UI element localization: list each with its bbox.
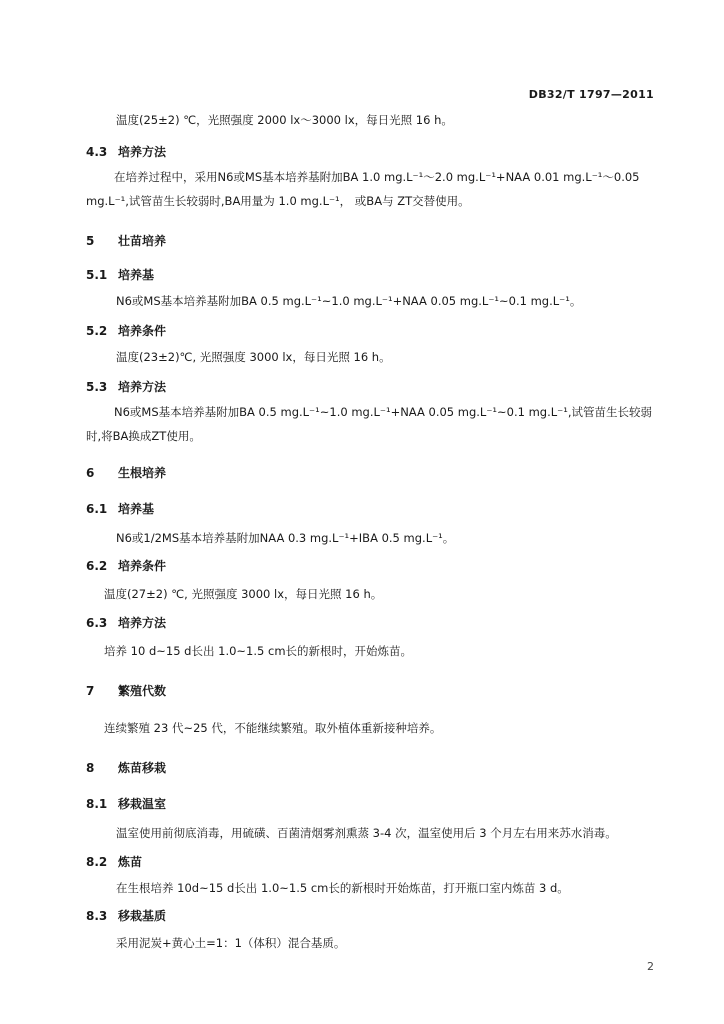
paragraph-8-1: 温室使用前彻底消毒，用硫磺、百菌清烟雾剂熏蒸 3-4 次，温室使用后 3 个月左右用来苏水消毒。 [116, 826, 617, 840]
paragraph-5-2: 温度(23±2)℃, 光照强度 3000 lx，每日光照 16 h。 [116, 350, 391, 364]
section-6-2-heading [86, 557, 166, 574]
section-title: 移栽温室 [118, 797, 167, 811]
paragraph-6-2: 温度(27±2) ℃, 光照强度 3000 lx，每日光照 16 h。 [104, 587, 383, 601]
section-number: 8.2 [86, 855, 108, 869]
section-6-heading [86, 464, 166, 481]
section-title: 培养方法 [118, 145, 167, 159]
paragraph-8-3: 采用泥炭+黄心土=1：1（体积）混合基质。 [116, 936, 346, 950]
section-title: 移栽基质 [118, 909, 167, 923]
section-number: 5 [86, 234, 95, 248]
paragraph-8-2: 在生根培养 10d~15 d长出 1.0~1.5 cm长的新根时开始炼苗，打开瓶口室内炼苗 3 d。 [116, 881, 569, 895]
section-number: 8.1 [86, 797, 108, 811]
section-5-3-heading [86, 378, 166, 395]
section-title: 培养条件 [118, 324, 167, 338]
section-number: 5.3 [86, 380, 108, 394]
section-8-heading [86, 759, 166, 776]
section-6-3-heading [86, 614, 166, 631]
section-number: 8.3 [86, 909, 108, 923]
paragraph-7: 连续繁殖 23 代~25 代，不能继续繁殖。取外植体重新接种培养。 [104, 721, 442, 735]
page-number: 2 [647, 960, 654, 973]
section-7-heading [86, 682, 166, 699]
section-number: 6.1 [86, 502, 108, 516]
section-number: 6 [86, 466, 95, 480]
paragraph-4-3: 在培养过程中，采用N6或MS基本培养基附加BA 1.0 mg.L⁻¹～2.0 mg.L⁻¹+NAA 0.01 mg.L⁻¹～0.05 mg.L⁻¹,试管苗生长较弱时,BA用量为 1.0 mg.L⁻¹， 或BA与 ZT交替使用。 [86, 170, 640, 208]
section-title: 培养方法 [118, 616, 167, 630]
section-title: 壮苗培养 [118, 234, 167, 248]
section-5-1-heading [86, 266, 154, 283]
section-title: 炼苗移栽 [118, 761, 167, 775]
section-title: 培养基 [118, 502, 155, 516]
section-5-2-heading [86, 322, 166, 339]
section-title: 炼苗 [118, 855, 143, 869]
section-number: 6.3 [86, 616, 108, 630]
section-5-heading [86, 232, 166, 249]
section-title: 培养方法 [118, 380, 167, 394]
document-code: DB32/T 1797—2011 [528, 88, 654, 101]
section-4-3-heading [86, 143, 166, 160]
section-title: 培养基 [118, 268, 155, 282]
section-number: 6.2 [86, 559, 108, 573]
section-title: 繁殖代数 [118, 684, 167, 698]
section-number: 5.1 [86, 268, 108, 282]
section-number: 4.3 [86, 145, 108, 159]
paragraph-6-3: 培养 10 d~15 d长出 1.0~1.5 cm长的新根时，开始炼苗。 [104, 644, 413, 658]
paragraph-5-1: N6或MS基本培养基附加BA 0.5 mg.L⁻¹~1.0 mg.L⁻¹+NAA 0.05 mg.L⁻¹~0.1 mg.L⁻¹。 [116, 294, 582, 308]
section-8-1-heading [86, 795, 166, 812]
section-title: 生根培养 [118, 466, 167, 480]
section-8-3-heading [86, 907, 166, 924]
section-8-2-heading [86, 853, 142, 870]
section-title: 培养条件 [118, 559, 167, 573]
paragraph-5-3: N6或MS基本培养基附加BA 0.5 mg.L⁻¹~1.0 mg.L⁻¹+NAA 0.05 mg.L⁻¹~0.1 mg.L⁻¹,试管苗生长较弱时,将BA换成ZT使用。 [86, 405, 652, 443]
paragraph-temperature: 温度(25±2) ℃，光照强度 2000 lx～3000 lx，每日光照 16 h。 [116, 113, 453, 127]
section-number: 7 [86, 684, 95, 698]
section-number: 8 [86, 761, 95, 775]
section-6-1-heading [86, 500, 154, 517]
section-number: 5.2 [86, 324, 108, 338]
paragraph-6-1: N6或1/2MS基本培养基附加NAA 0.3 mg.L⁻¹+IBA 0.5 mg.L⁻¹。 [116, 531, 455, 545]
